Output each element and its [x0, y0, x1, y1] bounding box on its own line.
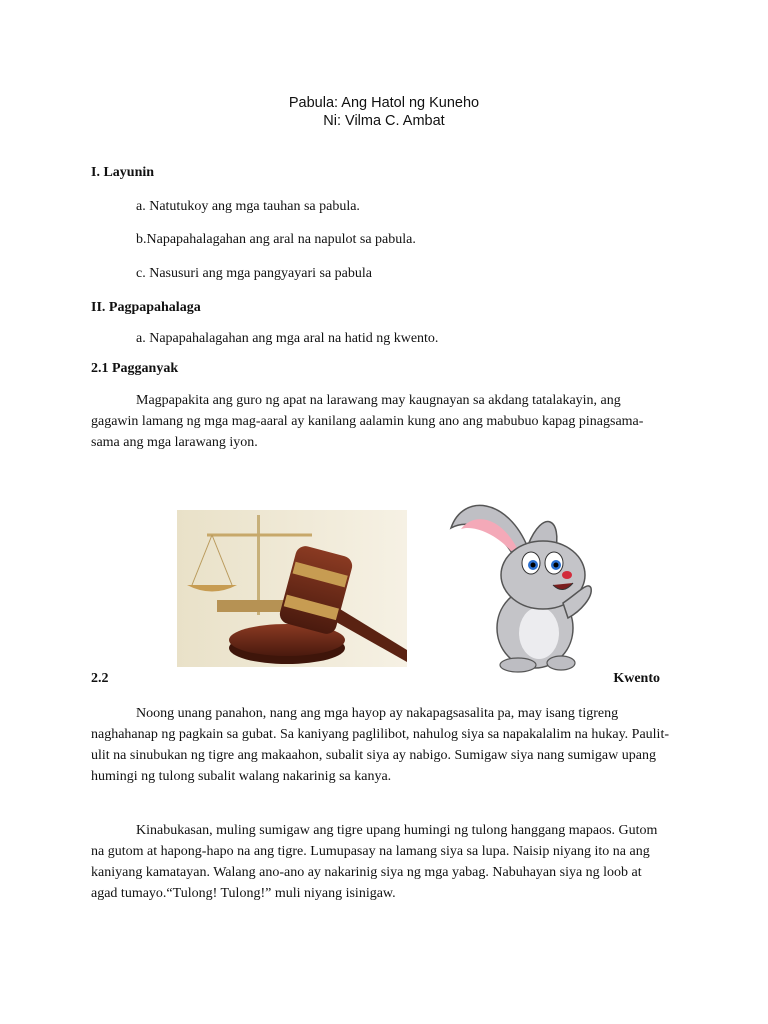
section-heading-layunin: I. Layunin: [91, 165, 155, 180]
section-heading-pagganyak: 2.1 Pagganyak: [91, 361, 179, 376]
document-title: Pabula: Ang Hatol ng Kuneho: [288, 95, 480, 111]
kwento-paragraph-2: Kinabukasan, muling sumigaw ang tigre upang humingi ng tulong hanggang mapaos. Gutom na gutom at hapong-hapo na ang tigre. Lumupasay na lamang siya sa lupa. Naisip niyang ito na ang kaniyang kamatayan. Walang ano-ano ay nakarinig siya ng mga yabag. Nabuhayan siya ng loob at agad tumayo.“Tulong! Tulong!” muli niyang isinigaw.: [91, 823, 658, 901]
section-heading-pagpapahalaga: II. Pagpapahalaga: [91, 300, 201, 315]
document-author: Ni: Vilma C. Ambat: [323, 113, 445, 129]
objective-item-a: a. Natutukoy ang mga tauhan sa pabula.: [136, 199, 360, 214]
value-item-a: a. Napapahalagahan ang mga aral na hatid ng kwento.: [136, 331, 439, 346]
gavel-illustration: [177, 510, 407, 667]
gavel-image: [177, 510, 407, 667]
objective-item-c: c. Nasusuri ang mga pangyayari sa pabula: [136, 266, 372, 281]
section-heading-2-2: 2.2: [91, 671, 109, 686]
section-heading-kwento: Kwento: [613, 671, 660, 686]
document-header: [0, 94, 768, 130]
kwento-paragraph-1: Noong unang panahon, nang ang mga hayop ay nakapagsasalita pa, may isang tigreng naghahanap ng pagkain sa gubat. Sa kaniyang paglilibot, nahulog siya sa napakalalim na hukay. Paulit-ulit na sinubukan ng tigre ang makaahon, subalit siya ay nabigo. Sumigaw siya nang sumigaw upang humingi ng tulong subalit walang nakarinig sa kanya.: [91, 706, 669, 784]
pagganyak-paragraph: Magpapakita ang guro ng apat na larawang may kaugnayan sa akdang tatalakayin, ang gagawin lamang ng mga mag-aaral ay kanilang aalamin kung ano ang mabubuo kapag pinagsama-sama ang mga larawang iyon.: [91, 393, 644, 450]
rabbit-illustration: [443, 493, 598, 673]
objective-item-b: b.Napapahalagahan ang aral na napulot sa pabula.: [136, 232, 416, 247]
rabbit-image: [443, 493, 598, 673]
